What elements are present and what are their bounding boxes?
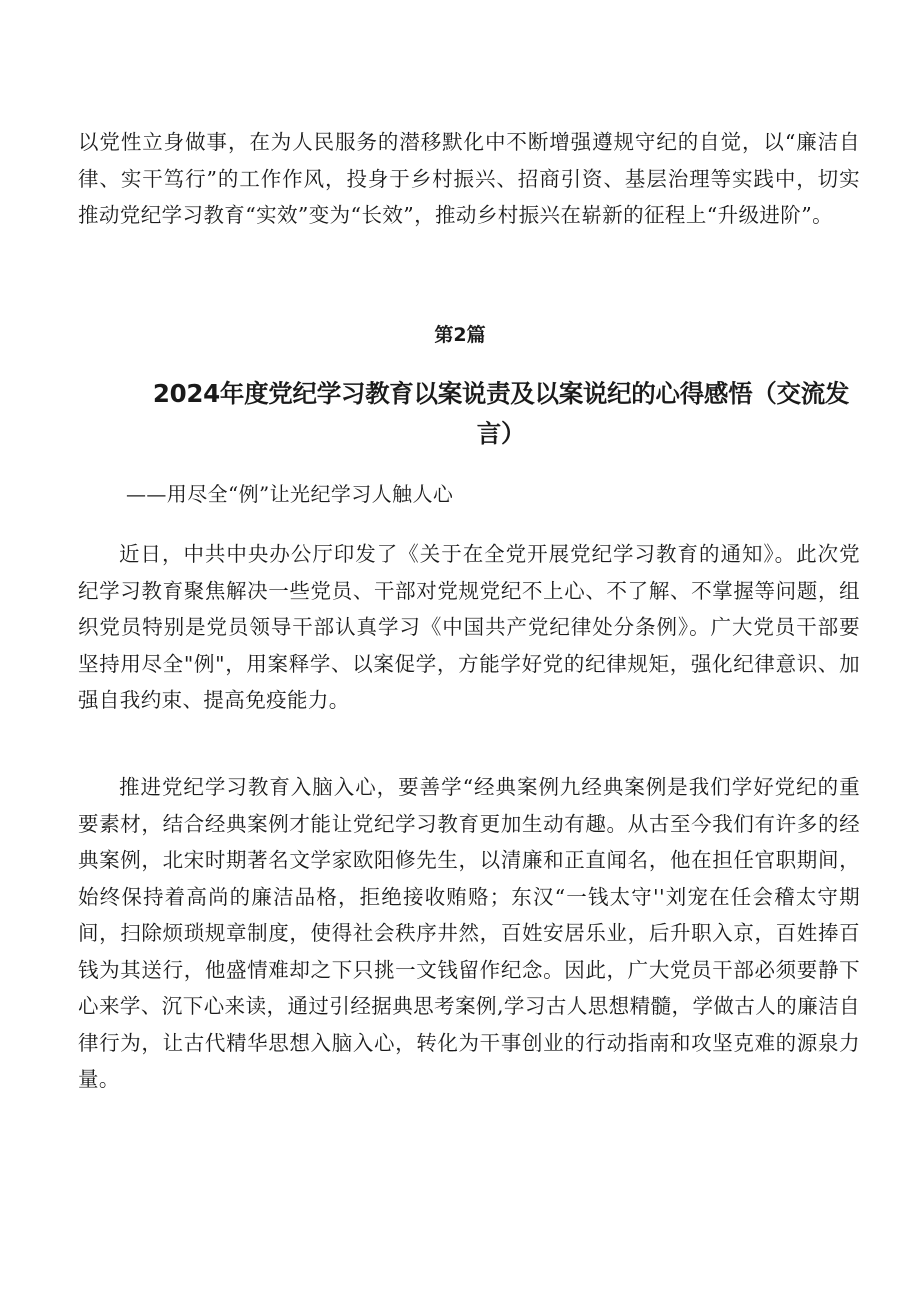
body-paragraph: 推进党纪学习教育入脑入心，要善学“经典案例九经典案例是我们学好党纪的重要素材，结合经典案例才能让党纪学习教育更加生动有趣。从古至今我们有许多的经典案例，北宋时期著名文学家欧阳修先生，以清廉和正直闻名，他在担任官职期间，始终保持着高尚的廉洁品格，拒绝接收贿赂；东汉“一钱太守''刘宠在任会稽太守期间，扫除烦琐规章制度，使得社会秩序井然，百姓安居乐业，后升职入京，百姓捧百钱为其送行，他盛情难却之下只挑一文钱留作纪念。因此，广大党员干部必须要静下心来学、沉下心来读，通过引经据典思考案例,学习古人思想精髓，学做古人的廉洁自律行为，让古代精华思想入脑入心，转化为干事创业的行动指南和攻坚克难的源泉力量。 <box>78 775 860 1091</box>
body-paragraph: 近日，中共中央办公厅印发了《关于在全党开展党纪学习教育的通知》。此次党纪学习教育聚焦解决一些党员、干部对党规党纪不上心、不了解、不掌握等问题，组织党员特别是党员领导干部认真学习《中国共产党纪律处分条例》。广大党员干部要坚持用尽全"例"，用案释学、以案促学，方能学好党的纪律规矩，强化纪律意识、加强自我约束、提高免疫能力。 <box>78 542 860 712</box>
article-subtitle: ——用尽全“例”让光纪学习人触人心 <box>126 482 454 506</box>
intro-paragraph: 以党性立身做事，在为人民服务的潜移默化中不断增强遵规守纪的自觉，以“廉洁自律、实干笃行”的工作作风，投身于乡村振兴、招商引资、基层治理等实践中，切实推动党纪学习教育“实效”变为“长效”，推动乡村振兴在崭新的征程上“升级进阶”。 <box>78 130 860 227</box>
article-title: 2024年度党纪学习教育以案说责及以案说纪的心得感悟（交流发言） <box>152 379 850 448</box>
section-label: 第2篇 <box>434 324 486 346</box>
